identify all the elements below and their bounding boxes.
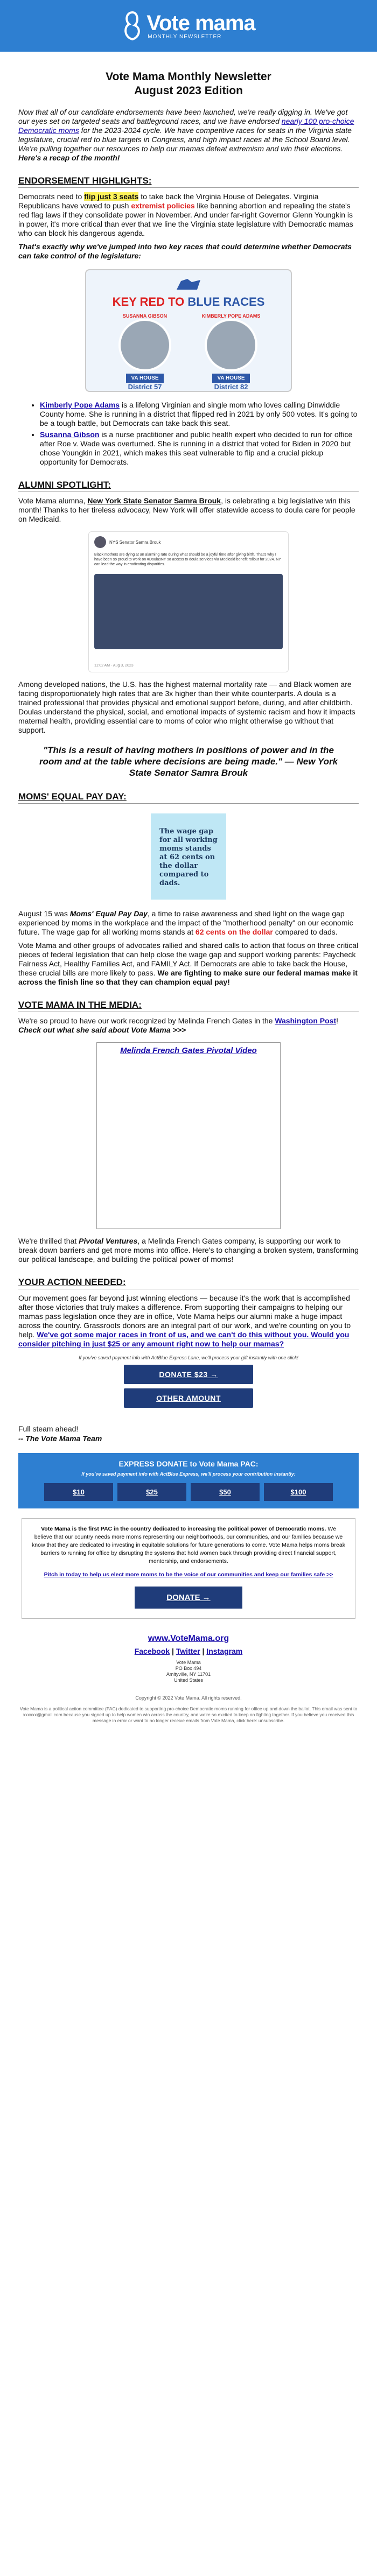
card-title [86, 295, 291, 309]
flip-highlight: flip just 3 seats [84, 192, 139, 201]
payday-heading: MOMS' EQUAL PAY DAY: [18, 791, 359, 804]
candidate-photo [118, 319, 171, 371]
website-link[interactable]: www.VoteMama.org [148, 1634, 229, 1643]
other-amount-button[interactable]: OTHER AMOUNT [124, 1388, 253, 1408]
social-links [0, 1647, 377, 1655]
address-line: United States [173, 1677, 204, 1683]
candidate-district: District 57 [128, 383, 162, 391]
disclaimer: Vote Mama is a political action committee (PAC) dedicated to supporting pro-choice Democratic moms running for office up and down the ballot. This email was sent to xxxxxx@gmail.com because you signed up to help women win across the country, and we're so excited to keep on fighting together. If you believe you received this message in error or want to no longer receive emails from Vote Mama, click here: unsubscribe. [19, 1706, 358, 1723]
candidate-list [18, 401, 359, 467]
header-banner [0, 0, 377, 52]
virginia-map-icon [176, 277, 201, 292]
payday-text-c: compared to dads. [273, 928, 338, 936]
express-lane-note: If you've saved payment info with ActBlue Express Lane, we'll process your gift instantly with one click! [79, 1355, 298, 1360]
wage-gap-card [151, 813, 226, 900]
extremist-highlight: extremist policies [131, 201, 195, 210]
media-text-b: ! [336, 1016, 339, 1025]
media-text-a: We're so proud to have our work recognized by Melinda French Gates in the [18, 1016, 275, 1025]
endorse-paragraph-1 [18, 192, 359, 238]
candidate-name: SUSANNA GIBSON [122, 313, 167, 319]
vote-mama-logo[interactable] [122, 10, 255, 41]
tweet-timestamp: 11:02 AM · Aug 3, 2023 [94, 664, 134, 668]
intro-recap: Here's a recap of the month! [18, 153, 120, 162]
payday-text-d: Vote Mama and other groups of advocates rallied and shared calls to action that focus on three critical pieces of federal legislation that can help close the wage gap and support working parents: Paycheck Fairness Act, Healthy Families Act, and FAMILY Act. If Democrats are able to take back the House, these crucial bills are more likely to pass. [18, 941, 359, 977]
media-heading: VOTE MAMA IN THE MEDIA: [18, 1000, 359, 1012]
candidate-tag: VA HOUSE [126, 374, 164, 383]
intro-text-b: for the 2023-2024 cycle. We have competitive races for seats in the Virginia state legislature, crucial red to blue targets in Congress, and high impact races at the School Board level. We're pulling together our resources to help our mamas defeat extremism and win their elections. [18, 126, 352, 153]
intro-text-a: Now that all of our candidate endorsements have been launched, we're really digging in. We've got our eyes set on targeted seats and battleground races, and we have endorsed [18, 108, 348, 125]
action-heading: YOUR ACTION NEEDED: [18, 1277, 359, 1289]
card-title-red: KEY RED [112, 295, 165, 308]
red-to-blue-card [85, 269, 292, 392]
tweet-author: NYS Senator Samra Brouk [109, 539, 161, 545]
card-title-blue: BLUE RACES [187, 295, 265, 308]
payday-paragraph-1 [18, 909, 359, 937]
tweet-text: Black mothers are dying at an alarming rate during what should be a joyful time after giving birth. That's why I have been so proud to work on #DoulasNY so access to doula services via Medicaid benefit rollout for 2024. NY can lead the way in eradicating disparities. [94, 553, 281, 566]
payday-bold: Moms' Equal Pay Day [69, 909, 148, 918]
intro-endorsed-link[interactable]: nearly 100 pro-choice Democratic moms [18, 117, 354, 135]
endorse-text-a: Democrats need to [18, 192, 85, 201]
card-title-mid: TO [165, 295, 188, 308]
pac-title: EXPRESS DONATE to Vote Mama PAC: [118, 1459, 259, 1468]
mama-logo-icon [122, 10, 143, 41]
footer [0, 1634, 377, 1724]
endorse-text-b: to take back the Virginia House of Delegates. Virginia Republicans have vowed to push [18, 192, 319, 210]
media-paragraph-2 [18, 1237, 359, 1264]
about-body: We believe that our country needs more moms representing our neighborhoods, our communities, and our families because we know that they are dedicated to investing in equitable solutions for future generations to come. Vote Mama helps moms break barriers to running for office by disrupting the systems that hold women back through providing direct financial support, mentorship, and endorsements. [32, 1526, 345, 1564]
pac-subtitle: If you've saved payment info with ActBlue Express, we'll process your contribution instantly: [81, 1471, 296, 1477]
about-bold: Vote Mama is the first PAC in the country dedicated to increasing the political power of Democratic moms. [41, 1526, 326, 1532]
amount-25-button[interactable]: $25 [117, 1483, 186, 1501]
candidate-pope-adams [201, 313, 261, 391]
candidate-photo [205, 319, 257, 371]
about-text [32, 1525, 345, 1566]
alumni-paragraph-1 [18, 496, 359, 524]
brouk-quote: "This is a result of having mothers in positions of power and in the room and at the table where decisions are being made." — New York State Senator Samra Brouk [39, 745, 338, 778]
cents-highlight: 62 cents on the dollar [195, 928, 273, 936]
endorsement-heading: ENDORSEMENT HIGHLIGHTS: [18, 176, 359, 188]
separator: | [200, 1647, 207, 1655]
action-paragraph [18, 1294, 359, 1349]
list-item [40, 430, 359, 467]
amount-buttons [18, 1483, 359, 1501]
candidate-desc: is a lifelong Virginian and single mom who loves calling Dinwiddie County home. She is running in a district that flipped red in 2021 by only 500 votes. It's going to be a tough battle, but Democrats can take back this seat. [40, 401, 358, 427]
separator: | [170, 1647, 176, 1655]
candidate-desc: is a nurse practitioner and public health expert who decided to run for office after Roe v. Wade was overturned. She is running in a district that voted for Biden in 2020 but chose Youngkin in 2021, which makes this seat vulnerable to flip and a crucial pickup opportunity for Democrats. [40, 430, 353, 466]
donate-ask-link[interactable]: We've got some major races in front of us, and we can't do this without you. Would you consider pitching in just $25 or any amount right now to help our mamas? [18, 1330, 350, 1348]
payday-text-b: , a time to raise awareness and shed light on the wage gap experienced by moms in the workplace and the impact of the "motherhood penalty" on our economic future. The wage gap for all working moms stands at [18, 909, 353, 936]
signoff-line-1: Full steam ahead! [18, 1424, 79, 1433]
signoff-line-2: -- The Vote Mama Team [18, 1434, 102, 1443]
amount-50-button[interactable]: $50 [191, 1483, 260, 1501]
amount-100-button[interactable]: $100 [264, 1483, 333, 1501]
payday-bold-2: We are fighting to make sure our federal mamas make it across the finish line so that they can champion equal pay! [18, 968, 358, 986]
amount-10-button[interactable]: $10 [44, 1483, 113, 1501]
media-text-d: , a Melinda French Gates company, is supporting our work to break down barriers and get more moms into office. Here's to changing a broken system, transforming our political landscape, and building the political power of moms! [18, 1237, 359, 1264]
donate-23-button[interactable]: DONATE $23 → [124, 1365, 253, 1384]
list-item [40, 401, 359, 428]
avatar [94, 536, 106, 548]
address-line: Vote Mama [176, 1660, 201, 1665]
endorse-paragraph-2 [18, 242, 359, 261]
alumni-paragraph-2: Among developed nations, the U.S. has the highest maternal mortality rate — and Black women are facing disproportionately high rates that are 3x higher than their white counterparts. A doula is a trained professional that provides physical and emotional support before, during, and after childbirth. Doulas understand the physical, social, and emotional impacts of systemic racism and how it impacts maternal health, providing essential care to moms of color who might otherwise go without that support. [18, 680, 355, 734]
title-line-1: Vote Mama Monthly Newsletter [106, 71, 271, 83]
candidate-link[interactable]: Kimberly Pope Adams [40, 401, 120, 409]
wage-gap-text: The wage gap for all working moms stands at 62 cents on the dollar compared to dads. [159, 827, 218, 887]
pitch-in-link[interactable]: Pitch in today to help us elect more moms to be the voice of our communities and keep our families safe >> [44, 1571, 333, 1578]
donate-button[interactable]: DONATE → [135, 1587, 242, 1609]
tweet-photo [94, 574, 283, 649]
express-donate-panel [18, 1453, 359, 1508]
pivotal-ventures: Pivotal Ventures [79, 1237, 138, 1245]
endorse-key-races-text: That's exactly why we've jumped into two key races that could determine whether Democrats can take control of the legislature: [18, 242, 352, 260]
media-text-c: We're thrilled that [18, 1237, 79, 1245]
title-line-2: August 2023 Edition [134, 85, 243, 97]
action-text: Our movement goes far beyond just winning elections — because it's the work that is accomplished after those victories that truly makes a difference. From supporting their campaigns to helping our mamas pass legislation once they are in office, Vote Mama helps our alumni make a huge impact across the country. Grassroots donors are an integral part of our work, and we're counting on you to help. [18, 1294, 351, 1339]
media-paragraph-1 [18, 1016, 359, 1035]
twitter-link[interactable]: Twitter [176, 1647, 200, 1655]
candidate-link[interactable]: Susanna Gibson [40, 430, 100, 439]
endorse-text-c: like banning abortion and repealing the state's red flag laws if they consolidate power in November. And under far-right Governor Glenn Youngkin is in power, it's more critical than ever that we line the Virginia state legislature with Democratic mamas who can block his dangerous agenda. [18, 201, 353, 237]
alumni-text-c: , is celebrating a big legislative win this month! Thanks to her tireless advocacy, New York will offer statewide access to doula care for people on Medicaid. [18, 496, 355, 523]
payday-text-a: August 15 was [18, 909, 70, 918]
newsletter-title [18, 70, 359, 98]
embedded-tweet[interactable] [88, 531, 289, 672]
alumni-heading: ALUMNI SPOTLIGHT: [18, 480, 359, 492]
instagram-link[interactable]: Instagram [206, 1647, 243, 1655]
candidate-gibson [115, 313, 174, 391]
media-check-out: Check out what she said about Vote Mama >>> [18, 1026, 186, 1034]
address-line: Amityville, NY 11701 [166, 1672, 211, 1677]
candidate-tag: VA HOUSE [212, 374, 250, 383]
copyright: Copyright © 2022 Vote Mama. All rights reserved. [135, 1695, 242, 1701]
intro-paragraph [18, 108, 359, 163]
washington-post-link[interactable]: Washington Post [275, 1016, 337, 1025]
video-title-link[interactable]: Melinda French Gates Pivotal Video [120, 1046, 257, 1055]
candidate-district: District 82 [214, 383, 248, 391]
address-line: PO Box 494 [175, 1666, 202, 1671]
logo-subtitle: MONTHLY NEWSLETTER [148, 33, 222, 40]
logo-title: Vote mama [146, 11, 255, 35]
video-embed[interactable] [96, 1042, 281, 1229]
candidate-name: KIMBERLY POPE ADAMS [201, 313, 261, 319]
about-box [22, 1518, 355, 1619]
payday-paragraph-2 [18, 941, 359, 987]
mailing-address [0, 1660, 377, 1683]
alumni-text-a: Vote Mama alumna, [18, 496, 88, 505]
alumni-senator: New York State Senator Samra Brouk [87, 496, 221, 505]
facebook-link[interactable]: Facebook [134, 1647, 170, 1655]
signoff [18, 1424, 359, 1443]
